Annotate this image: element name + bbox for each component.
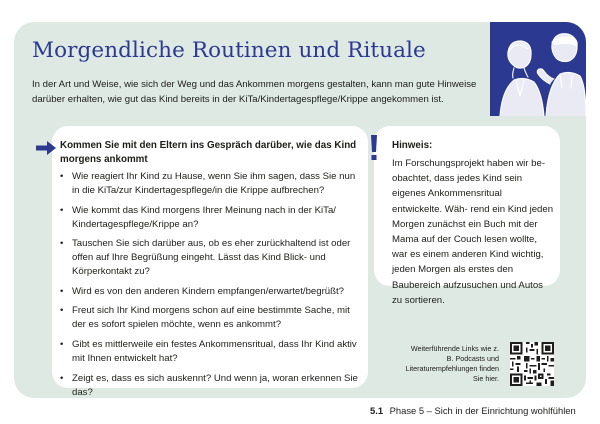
list-item: • Tauschen Sie sich darüber aus, ob es eher zurückhaltend ist oder offen auf Ihre Begrüßung eingeht. Lässt das Kind Blick- und Körperkontakt zu? — [60, 237, 362, 279]
hint-text: Im Forschungsprojekt haben wir be- obachtet, dass jedes Kind sein eigenes Ankommensritual entwickelte. Wäh- rend ein Kind jeden Morgen zunächst ein Buch mit der Mama auf der Couch lesen wollte, war es einem anderen Kind wichtig, jeden Morgen als erstes den Baubereich aufzusuchen und Autos zu sortieren. — [392, 158, 554, 306]
section-title: Phase 5 – Sich in der Einrichtung wohlfühlen — [389, 405, 576, 416]
exclamation-icon — [368, 135, 380, 161]
arrow-right-icon — [36, 141, 56, 155]
list-item: • Wie reagiert Ihr Kind zu Hause, wenn Sie ihm sagen, dass Sie nun in die KiTa/zur Kindertagespflege/in die Krippe aufbrechen? — [60, 170, 362, 198]
list-item: • Gibt es mittlerweile ein festes Ankommensritual, dass Ihr Kind aktiv mit Ihnen entwickelt hat? — [60, 338, 362, 366]
hint-heading: Hinweis: — [392, 140, 433, 151]
footer — [370, 405, 576, 416]
qr-note: Weiterführende Links wie z. B. Podcasts und Literaturempfehlungen finden Sie hier. — [405, 344, 499, 383]
list-item: • Freut sich Ihr Kind morgens schon auf eine bestimmte Sache, mit der es sofort spielen möchte, wenn es ankommt? — [60, 304, 362, 332]
list-item: • Wie kommt das Kind morgens Ihrer Meinung nach in der KiTa/ Kindertagespflege/Krippe an? — [60, 204, 362, 232]
list-item: • Zeigt es, dass es sich auskennt? Und wenn ja, woran erkennen Sie das? — [60, 372, 362, 400]
people-illustration — [490, 22, 586, 116]
questions-heading: Kommen Sie mit den Eltern ins Gespräch darüber, wie das Kind morgens ankommt — [60, 140, 357, 165]
list-item: • Wird es von den anderen Kindern empfangen/erwartet/begrüßt? — [60, 285, 362, 299]
intro-text: In der Art und Weise, wie sich der Weg und das Ankommen morgens gestalten, kann man gute Hinweise darüber erhalten, wie gut das Kind bereits in der KiTa/Kindertagespflege/Krippe angekommen ist. — [32, 79, 477, 105]
section-number: 5.1 — [370, 405, 384, 416]
qr-code-icon[interactable] — [510, 342, 554, 386]
page-title: Morgendliche Routinen und Rituale — [32, 38, 426, 63]
questions-list — [60, 170, 362, 405]
